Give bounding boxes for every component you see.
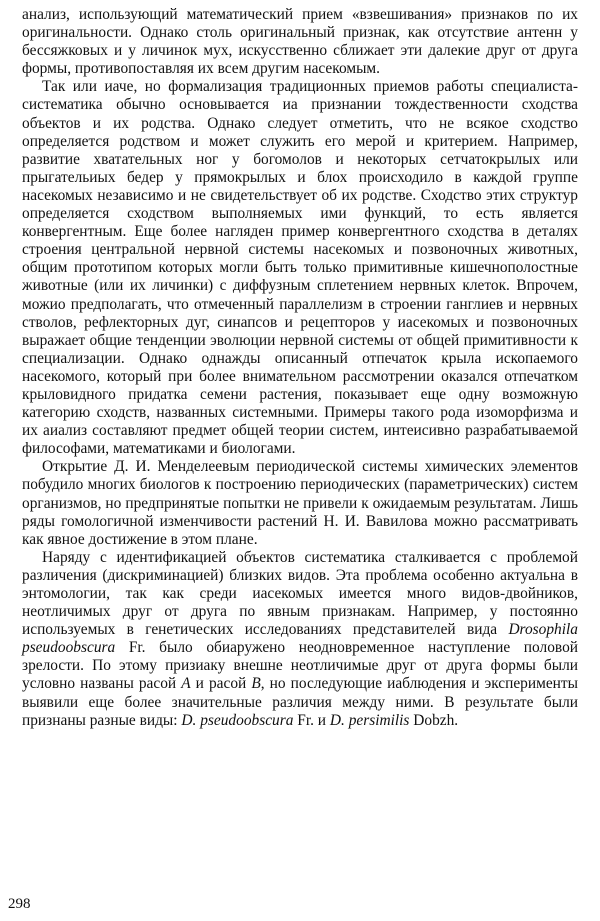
species-name: D. persimilis [329,711,410,729]
species-name: D. pseudoobscura [181,711,294,729]
author-abbrev: Fr. [115,639,146,657]
text-run: и расой [190,675,252,693]
species-name: Drosophila pseudoobscura [22,621,578,657]
page-body [22,6,578,730]
paragraph-discrimination [22,549,578,730]
text-run: Наряду с идентификацией объектов систематика сталкивается с проблемой различения (дискриминацией) близких видов. Эта проблема особенно актуальна в энтомологии, так как среди иасекомых имеется много видов-двойников, неотличимых друг от друга по явным признакам. Например, у постоянно используемых в генетических исследованиях представителей вида [22,548,578,639]
race-label: B [251,675,261,693]
page-number: 298 [8,896,31,912]
paragraph-formalization: Так или иаче, но формализация традиционных приемов работы специалиста-систематика обычно основывается иа признании тождественности сходства объектов и их родства. Однако следует отметить, что не всякое сходство определяется родством и может служить его мерой и критерием. Например, развитие хватательных ног у богомолов и некоторых сетчатокрылых или прыгательиых бедер у прямокрылых и блох происходило в каждой группе насекомых независимо и не свидетельствует об их родстве. Сходство этих структур определяется сходством выполняемых ими функций, то есть является конвергентным. Еще более нагляден пример конвергентного сходства в деталях строения центральной нервной системы насекомых и позвоночных животных, общим прототипом которых могли быть только примитивные кишечнополостные животные (или их личинки) с диффузным сплетением нервных клеток. Впрочем, можио предполагать, что отмеченный параллелизм в строении ганглиев и нервных стволов, рефлекторных дуг, синапсов и рецепторов у иасекомых и позвоночных выражает общие тенденции эволюции нервной системы от общей примитивности к специализации. Однако однажды описанный отпечаток крыла ископаемого насекомого, который при более внимательном рассмотрении оказался отпечатком крыловидного придатка семени растения, показывает еще одну возможную категорию сходств, названных системными. Примеры такого рода изоморфизма и их аиализ составляют предмет общей теории систем, интеисивно разрабатываемой философами, математиками и биологами. [22,78,578,458]
race-label: A [181,675,191,693]
paragraph-mendeleev: Открытие Д. И. Менделеевым периодической системы химических элементов побудило многих биологов к построению периодических (параметрических) систем организмов, но предпринятые попытки не привели к ожидаемым результатам. Лишь ряды гомологичной изменчивости растений Н. И. Вавилова можно рассматривать как явное достижение в этом плане. [22,458,578,548]
author-abbrev: Fr. [293,711,314,729]
author-abbrev: Dobzh. [409,711,459,729]
text-run: , но последующие иаблюдения и эксперименты выявили еще более значительные различия между ними. В результате были признаны разные виды: [22,675,578,729]
text-run: и [313,711,330,729]
text-run: было обиаружено неодновременное наступление половой зрелости. По этому призиаку внешне неотличимые друг от друга формы были условно названы расой [22,639,579,693]
paragraph-continued: анализ, использующий математический прием «взвешивания» признаков по их оригинальности. Однако столь оригинальный признак, как отсутствие антенн у бессяжковых и у личинок мух, искусственно сближает эти далекие друг от друга формы, противопоставляя их всем другим насекомым. [22,6,578,78]
